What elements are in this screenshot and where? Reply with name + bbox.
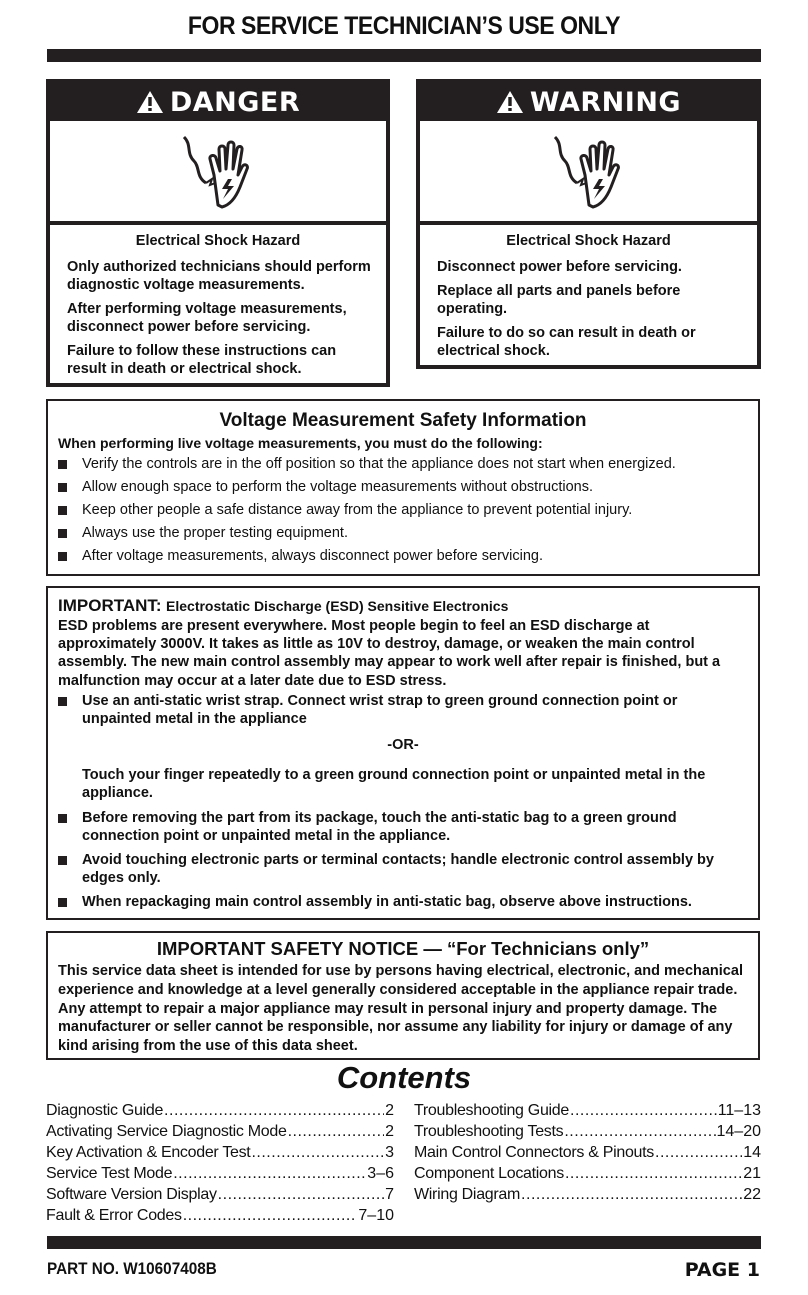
warning-text-1: Disconnect power before servicing.: [437, 259, 682, 275]
contents-title: Contents: [336, 1060, 472, 1095]
toc-row[interactable]: Main Control Connectors & Pinouts ..... 14: [414, 1142, 761, 1163]
danger-text-2: After performing voltage measurements, disconnect power before servicing.: [67, 301, 347, 335]
bullet-square-icon: [58, 460, 67, 469]
footer-rule: [47, 1236, 761, 1249]
esd-or: -OR-: [387, 737, 419, 754]
esd-box: [46, 586, 760, 920]
list-item: Verify the controls are in the off position so that the appliance does not start when energized.: [48, 453, 758, 476]
esd-subheading: Electrostatic Discharge (ESD) Sensitive Electronics: [166, 598, 509, 614]
alert-triangle-icon: [496, 90, 524, 114]
part-number: PART NO. W10607408B: [47, 1259, 217, 1278]
bullet-square-icon: [58, 856, 67, 865]
toc-row[interactable]: Service Test Mode ..... 3–6: [46, 1163, 394, 1184]
danger-title: DANGER: [169, 86, 301, 118]
danger-title-bar: [50, 83, 386, 121]
toc-row[interactable]: Software Version Display ..... 7: [46, 1184, 394, 1205]
esd-touch: Touch your finger repeatedly to a green ground connection point or unpainted metal in the appliance.: [82, 767, 706, 802]
toc-row[interactable]: Wiring Diagram ..... 22: [414, 1184, 761, 1205]
notice-body: This service data sheet is intended for use by persons having electrical, electronic, and mechanical experience and knowledge at a level generally considered acceptable in the appliance repair trade. Any attempt to repair a major appliance may result in personal injury and property damage. The manufacturer or seller cannot be responsible, nor assume any liability for injury or damage of any kind arising from the use of this data sheet.: [58, 963, 743, 1055]
bullet-square-icon: [58, 552, 67, 561]
notice-title: IMPORTANT SAFETY NOTICE — “For Technicians only”: [156, 938, 650, 959]
bullet-square-icon: [58, 529, 67, 538]
voltage-list: [48, 453, 758, 568]
toc-row[interactable]: Diagnostic Guide ..... 2: [46, 1100, 394, 1121]
toc-row[interactable]: Fault & Error Codes ..... 7–10: [46, 1205, 394, 1226]
warning-subtitle: Electrical Shock Hazard: [506, 233, 671, 249]
bullet-square-icon: [58, 483, 67, 492]
voltage-title: Voltage Measurement Safety Information: [219, 410, 587, 431]
bullet-square-icon: [58, 814, 67, 823]
list-item: Use an anti-static wrist strap. Connect wrist strap to green ground connection point or unpainted metal in the appliance: [48, 692, 744, 728]
page-header: FOR SERVICE TECHNICIAN’S USE ONLY: [187, 12, 621, 40]
warning-title: WARNING: [529, 86, 682, 118]
danger-subtitle: Electrical Shock Hazard: [135, 233, 301, 249]
esd-body: ESD problems are present everywhere. Most people begin to feel an ESD discharge at approximately 3000V. It takes as little as 10V to destroy, damage, or weaken the main control assembly. The new main control assembly may appear to work well after repair is finished, but a malfunction may occur at a later date due to ESD stress.: [58, 618, 721, 689]
shock-hand-icon: [178, 131, 258, 211]
list-item: Keep other people a safe distance away from the appliance to prevent potential injury.: [48, 499, 758, 522]
esd-heading: IMPORTANT:: [58, 596, 162, 615]
warning-box: [416, 79, 761, 369]
warning-text-2: Replace all parts and panels before operating.: [437, 283, 681, 317]
warning-title-bar: [420, 83, 757, 121]
header-rule: [47, 49, 761, 62]
list-item: When repackaging main control assembly in anti-static bag, observe above instructions.: [48, 893, 744, 911]
list-item: Allow enough space to perform the voltage measurements without obstructions.: [48, 476, 758, 499]
toc-left-column: [46, 1100, 394, 1226]
alert-triangle-icon: [136, 90, 164, 114]
danger-box: [46, 79, 390, 387]
toc-row[interactable]: Key Activation & Encoder Test ..... 3: [46, 1142, 394, 1163]
voltage-safety-box: [46, 399, 760, 576]
list-item: Avoid touching electronic parts or terminal contacts; handle electronic control assembly by edges only.: [48, 851, 744, 887]
shock-hand-icon: [549, 131, 629, 211]
toc-row[interactable]: Troubleshooting Guide ..... 11–13: [414, 1100, 761, 1121]
toc-row[interactable]: Troubleshooting Tests ..... 14–20: [414, 1121, 761, 1142]
bullet-square-icon: [58, 506, 67, 515]
toc-right-column: [414, 1100, 761, 1205]
warning-text-3: Failure to do so can result in death or electrical shock.: [437, 325, 696, 359]
list-item: Always use the proper testing equipment.: [48, 522, 758, 545]
list-item: Before removing the part from its package, touch the anti-static bag to a green ground connection point or unpainted metal in the appliance.: [48, 809, 744, 845]
bullet-square-icon: [58, 898, 67, 907]
page-number: PAGE 1: [684, 1259, 760, 1281]
safety-notice-box: [46, 931, 760, 1060]
bullet-square-icon: [58, 697, 67, 706]
danger-text-1: Only authorized technicians should perform diagnostic voltage measurements.: [67, 259, 371, 293]
danger-text-3: Failure to follow these instructions can result in death or electrical shock.: [67, 343, 337, 377]
toc-row[interactable]: Activating Service Diagnostic Mode ..... 2: [46, 1121, 394, 1142]
list-item: After voltage measurements, always disconnect power before servicing.: [48, 545, 758, 568]
voltage-intro: When performing live voltage measurements, you must do the following:: [58, 435, 543, 451]
toc-row[interactable]: Component Locations ..... 21: [414, 1163, 761, 1184]
